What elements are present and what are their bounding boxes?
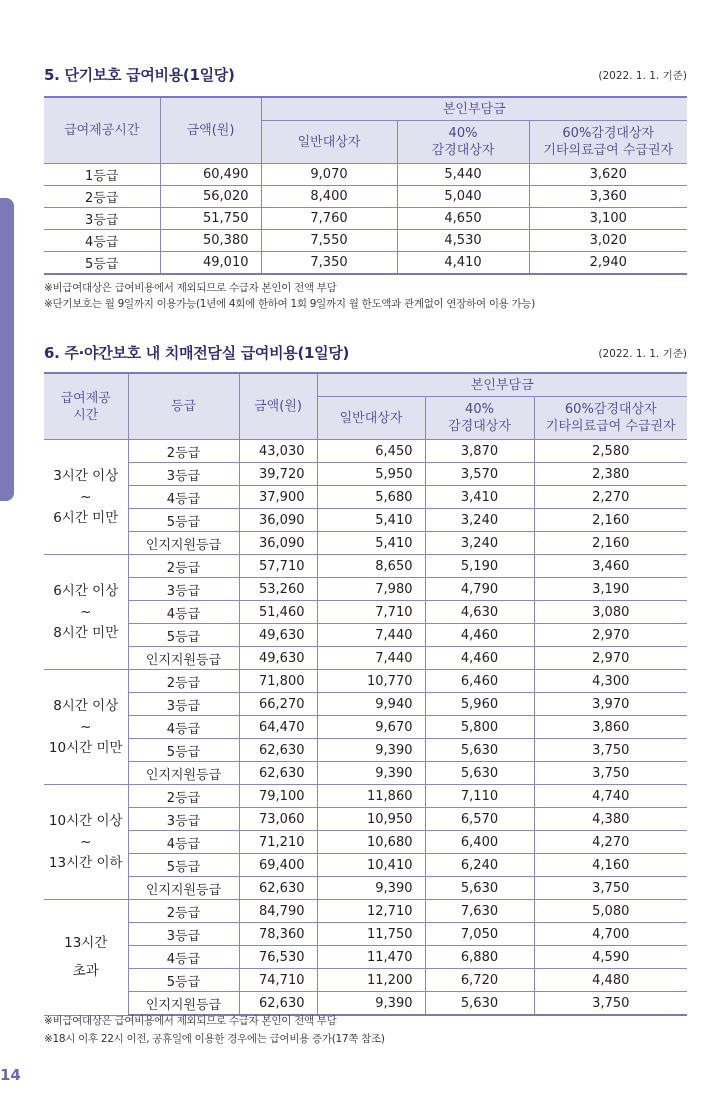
short-term-care-table xyxy=(44,96,687,275)
amount-cell: 62,630 xyxy=(239,762,317,785)
time-range-tilde: ~ xyxy=(80,489,92,505)
general-copay-cell: 10,950 xyxy=(317,808,425,831)
time-range-cell xyxy=(44,670,128,785)
reduced40-copay-cell: 4,410 xyxy=(397,252,529,275)
time-range-cell xyxy=(44,785,128,900)
grade-cell: 2등급 xyxy=(128,555,239,578)
reduced60-copay-cell: 2,270 xyxy=(534,486,687,509)
section5-note-1: ※비급여대상은 급여비용에서 제외되므로 수급자 본인이 전액 부담 xyxy=(44,282,337,294)
reduced60-copay-cell: 2,160 xyxy=(534,509,687,532)
table-row xyxy=(44,486,687,509)
grade-cell: 1등급 xyxy=(44,164,160,186)
table-row xyxy=(44,252,687,275)
general-copay-cell: 9,390 xyxy=(317,877,425,900)
table-row xyxy=(44,762,687,785)
reduced40-copay-cell: 3,410 xyxy=(425,486,534,509)
general-copay-cell: 5,410 xyxy=(317,509,425,532)
amount-cell: 62,630 xyxy=(239,739,317,762)
reduced60-copay-cell: 4,740 xyxy=(534,785,687,808)
table-row xyxy=(44,164,687,186)
table-row xyxy=(44,739,687,762)
reduced60-copay-cell: 2,970 xyxy=(534,624,687,647)
table-row xyxy=(44,877,687,900)
header-reduced40-line1: 40% xyxy=(448,126,478,141)
amount-cell: 74,710 xyxy=(239,969,317,992)
general-copay-cell: 7,350 xyxy=(261,252,397,275)
grade-cell: 4등급 xyxy=(128,601,239,624)
time-range-label-a: 3시간 이상 xyxy=(53,468,119,484)
reduced40-copay-cell: 5,800 xyxy=(425,716,534,739)
amount-cell: 49,630 xyxy=(239,624,317,647)
time-range-label-b: 10시간 미만 xyxy=(48,740,123,756)
header-reduced40-line2: 감경대상자 xyxy=(431,143,495,158)
reduced40-copay-cell: 3,240 xyxy=(425,532,534,555)
general-copay-cell: 5,950 xyxy=(317,463,425,486)
amount-cell: 84,790 xyxy=(239,900,317,923)
table-row xyxy=(44,831,687,854)
grade-cell: 5등급 xyxy=(128,854,239,877)
time-range-tilde: ~ xyxy=(80,834,92,850)
reduced60-copay-cell: 5,080 xyxy=(534,900,687,923)
table-row xyxy=(44,509,687,532)
time-range-cell xyxy=(44,555,128,670)
reduced60-copay-cell: 3,970 xyxy=(534,693,687,716)
general-copay-cell: 9,940 xyxy=(317,693,425,716)
general-copay-cell: 12,710 xyxy=(317,900,425,923)
header-time: 급여제공시간 xyxy=(44,97,160,164)
header-reduced40 xyxy=(397,121,529,164)
time-range-tilde: ~ xyxy=(80,604,92,620)
reduced60-copay-cell: 4,590 xyxy=(534,946,687,969)
grade-cell: 5등급 xyxy=(44,252,160,275)
reduced40-copay-cell: 3,870 xyxy=(425,440,534,463)
grade-cell: 2등급 xyxy=(44,186,160,208)
amount-cell: 51,460 xyxy=(239,601,317,624)
reduced60-copay-cell: 3,190 xyxy=(534,578,687,601)
time-range-label-b: 8시간 미만 xyxy=(53,625,119,641)
general-copay-cell: 7,760 xyxy=(261,208,397,230)
time-range-cell xyxy=(44,440,128,555)
grade-cell: 인지지원등급 xyxy=(128,992,239,1016)
general-copay-cell: 9,390 xyxy=(317,739,425,762)
header-reduced40-line2: 감경대상자 xyxy=(448,419,511,434)
table-row xyxy=(44,992,687,1016)
header-general: 일반대상자 xyxy=(317,397,425,440)
grade-cell: 3등급 xyxy=(128,578,239,601)
dementia-day-night-care-table xyxy=(44,372,687,1016)
table-row xyxy=(44,716,687,739)
general-copay-cell: 7,440 xyxy=(317,624,425,647)
general-copay-cell: 6,450 xyxy=(317,440,425,463)
grade-cell: 인지지원등급 xyxy=(128,877,239,900)
grade-cell: 인지지원등급 xyxy=(128,647,239,670)
section6-note-1: ※비급여대상은 급여비용에서 제외되므로 수급자 본인이 전액 부담 xyxy=(44,1015,337,1027)
reduced60-copay-cell: 3,860 xyxy=(534,716,687,739)
amount-cell: 79,100 xyxy=(239,785,317,808)
header-time xyxy=(44,373,128,440)
reduced60-copay-cell: 4,160 xyxy=(534,854,687,877)
general-copay-cell: 7,550 xyxy=(261,230,397,252)
grade-cell: 3등급 xyxy=(128,923,239,946)
reduced60-copay-cell: 3,750 xyxy=(534,992,687,1016)
time-range-label-a: 13시간 xyxy=(64,935,108,952)
reduced40-copay-cell: 5,630 xyxy=(425,992,534,1016)
reduced40-copay-cell: 6,400 xyxy=(425,831,534,854)
side-tab-marker xyxy=(0,198,14,501)
reduced40-copay-cell: 6,570 xyxy=(425,808,534,831)
amount-cell: 66,270 xyxy=(239,693,317,716)
general-copay-cell: 7,710 xyxy=(317,601,425,624)
grade-cell: 3등급 xyxy=(128,463,239,486)
reduced60-copay-cell: 2,580 xyxy=(534,440,687,463)
general-copay-cell: 10,410 xyxy=(317,854,425,877)
grade-cell: 인지지원등급 xyxy=(128,762,239,785)
header-reduced60 xyxy=(534,397,687,440)
table-row xyxy=(44,186,687,208)
grade-cell: 2등급 xyxy=(128,440,239,463)
reduced40-copay-cell: 5,190 xyxy=(425,555,534,578)
reduced40-copay-cell: 6,720 xyxy=(425,969,534,992)
amount-cell: 43,030 xyxy=(239,440,317,463)
amount-cell: 76,530 xyxy=(239,946,317,969)
section6-note-2: ※18시 이후 22시 이전, 공휴일에 이용한 경우에는 급여비용 증가(17쪽 참조) xyxy=(44,1033,385,1045)
table-row xyxy=(44,208,687,230)
grade-cell: 2등급 xyxy=(128,785,239,808)
reduced40-copay-cell: 7,050 xyxy=(425,923,534,946)
section6-title: 6. 주·야간보호 내 치매전담실 급여비용(1일당) xyxy=(44,344,350,362)
reduced60-copay-cell: 3,020 xyxy=(529,230,687,252)
general-copay-cell: 7,980 xyxy=(317,578,425,601)
section5-note-2: ※단기보호는 월 9일까지 이용가능(1년에 4회에 한하여 1회 9일까지 월 한도액과 관계없이 연장하여 이용 가능) xyxy=(44,298,536,310)
reduced60-copay-cell: 3,080 xyxy=(534,601,687,624)
general-copay-cell: 9,670 xyxy=(317,716,425,739)
amount-cell: 71,210 xyxy=(239,831,317,854)
general-copay-cell: 9,070 xyxy=(261,164,397,186)
page-number: 14 xyxy=(0,1066,21,1084)
grade-cell: 5등급 xyxy=(128,509,239,532)
table-row xyxy=(44,670,687,693)
reduced40-copay-cell: 5,960 xyxy=(425,693,534,716)
time-range-label-b: 초과 xyxy=(72,963,99,980)
amount-cell: 60,490 xyxy=(160,164,261,186)
general-copay-cell: 7,440 xyxy=(317,647,425,670)
table-row xyxy=(44,624,687,647)
reduced40-copay-cell: 4,460 xyxy=(425,647,534,670)
reduced60-copay-cell: 2,160 xyxy=(534,532,687,555)
amount-cell: 36,090 xyxy=(239,532,317,555)
reduced60-copay-cell: 4,380 xyxy=(534,808,687,831)
header-time-line1: 급여제공 xyxy=(60,390,111,406)
reduced40-copay-cell: 6,460 xyxy=(425,670,534,693)
time-range-label-a: 8시간 이상 xyxy=(53,698,119,714)
reduced60-copay-cell: 3,460 xyxy=(534,555,687,578)
reduced40-copay-cell: 7,110 xyxy=(425,785,534,808)
grade-cell: 4등급 xyxy=(128,831,239,854)
grade-cell: 4등급 xyxy=(44,230,160,252)
reduced60-copay-cell: 3,750 xyxy=(534,739,687,762)
reduced40-copay-cell: 6,880 xyxy=(425,946,534,969)
reduced60-copay-cell: 2,970 xyxy=(534,647,687,670)
reduced40-copay-cell: 6,240 xyxy=(425,854,534,877)
table-row xyxy=(44,647,687,670)
header-copay: 본인부담금 xyxy=(317,373,687,397)
header-amount: 금액(원) xyxy=(160,97,261,164)
reduced40-copay-cell: 4,790 xyxy=(425,578,534,601)
time-range-label-a: 6시간 이상 xyxy=(53,583,119,599)
reduced60-copay-cell: 4,700 xyxy=(534,923,687,946)
section6-basis-date: (2022. 1. 1. 기준) xyxy=(598,348,687,360)
header-reduced60-line2: 기타의료급여 수급권자 xyxy=(545,419,676,434)
reduced60-copay-cell: 4,300 xyxy=(534,670,687,693)
reduced60-copay-cell: 3,100 xyxy=(529,208,687,230)
table-row xyxy=(44,440,687,463)
reduced40-copay-cell: 5,630 xyxy=(425,762,534,785)
reduced40-copay-cell: 4,650 xyxy=(397,208,529,230)
general-copay-cell: 9,390 xyxy=(317,992,425,1016)
table-row xyxy=(44,900,687,923)
reduced40-copay-cell: 5,630 xyxy=(425,877,534,900)
amount-cell: 62,630 xyxy=(239,992,317,1016)
header-time-line2: 시간 xyxy=(73,407,99,423)
table-row xyxy=(44,969,687,992)
time-range-label-a: 10시간 이상 xyxy=(48,813,123,829)
header-reduced60-line1: 60%감경대상자 xyxy=(562,126,655,141)
general-copay-cell: 11,200 xyxy=(317,969,425,992)
table-row xyxy=(44,230,687,252)
table-row xyxy=(44,923,687,946)
grade-cell: 5등급 xyxy=(128,624,239,647)
header-reduced60-line2: 기타의료급여 수급권자 xyxy=(543,143,674,158)
amount-cell: 37,900 xyxy=(239,486,317,509)
general-copay-cell: 9,390 xyxy=(317,762,425,785)
table-row xyxy=(44,463,687,486)
reduced40-copay-cell: 4,460 xyxy=(425,624,534,647)
general-copay-cell: 10,770 xyxy=(317,670,425,693)
general-copay-cell: 5,410 xyxy=(317,532,425,555)
amount-cell: 50,380 xyxy=(160,230,261,252)
grade-cell: 3등급 xyxy=(128,808,239,831)
reduced60-copay-cell: 2,380 xyxy=(534,463,687,486)
amount-cell: 62,630 xyxy=(239,877,317,900)
reduced60-copay-cell: 3,750 xyxy=(534,762,687,785)
reduced60-copay-cell: 4,480 xyxy=(534,969,687,992)
table-row xyxy=(44,693,687,716)
header-reduced60 xyxy=(529,121,687,164)
reduced60-copay-cell: 2,940 xyxy=(529,252,687,275)
header-amount: 금액(원) xyxy=(239,373,317,440)
reduced40-copay-cell: 3,570 xyxy=(425,463,534,486)
header-grade: 등급 xyxy=(128,373,239,440)
general-copay-cell: 8,400 xyxy=(261,186,397,208)
general-copay-cell: 11,750 xyxy=(317,923,425,946)
amount-cell: 73,060 xyxy=(239,808,317,831)
amount-cell: 49,630 xyxy=(239,647,317,670)
header-reduced40-line1: 40% xyxy=(465,402,494,417)
reduced60-copay-cell: 4,270 xyxy=(534,831,687,854)
header-reduced60-line1: 60%감경대상자 xyxy=(564,402,657,417)
table-row xyxy=(44,854,687,877)
reduced60-copay-cell: 3,360 xyxy=(529,186,687,208)
table-row xyxy=(44,555,687,578)
section5-basis-date: (2022. 1. 1. 기준) xyxy=(598,70,687,82)
table-row xyxy=(44,601,687,624)
grade-cell: 5등급 xyxy=(128,739,239,762)
reduced40-copay-cell: 4,530 xyxy=(397,230,529,252)
table-row xyxy=(44,946,687,969)
amount-cell: 69,400 xyxy=(239,854,317,877)
grade-cell: 인지지원등급 xyxy=(128,532,239,555)
reduced40-copay-cell: 5,630 xyxy=(425,739,534,762)
grade-cell: 3등급 xyxy=(44,208,160,230)
amount-cell: 71,800 xyxy=(239,670,317,693)
general-copay-cell: 8,650 xyxy=(317,555,425,578)
reduced40-copay-cell: 4,630 xyxy=(425,601,534,624)
grade-cell: 3등급 xyxy=(128,693,239,716)
header-general: 일반대상자 xyxy=(261,121,397,164)
header-reduced40 xyxy=(425,397,534,440)
general-copay-cell: 11,860 xyxy=(317,785,425,808)
table-row xyxy=(44,578,687,601)
reduced60-copay-cell: 3,750 xyxy=(534,877,687,900)
amount-cell: 56,020 xyxy=(160,186,261,208)
reduced40-copay-cell: 5,440 xyxy=(397,164,529,186)
time-range-tilde: ~ xyxy=(80,719,92,735)
amount-cell: 36,090 xyxy=(239,509,317,532)
table-row xyxy=(44,532,687,555)
reduced40-copay-cell: 7,630 xyxy=(425,900,534,923)
amount-cell: 53,260 xyxy=(239,578,317,601)
header-copay: 본인부담금 xyxy=(261,97,687,121)
reduced40-copay-cell: 5,040 xyxy=(397,186,529,208)
reduced40-copay-cell: 3,240 xyxy=(425,509,534,532)
time-range-label-b: 13시간 이하 xyxy=(48,855,123,871)
grade-cell: 2등급 xyxy=(128,900,239,923)
time-range-cell xyxy=(44,900,128,1016)
amount-cell: 57,710 xyxy=(239,555,317,578)
general-copay-cell: 10,680 xyxy=(317,831,425,854)
table-row xyxy=(44,808,687,831)
general-copay-cell: 5,680 xyxy=(317,486,425,509)
grade-cell: 2등급 xyxy=(128,670,239,693)
amount-cell: 49,010 xyxy=(160,252,261,275)
grade-cell: 4등급 xyxy=(128,946,239,969)
table-row xyxy=(44,785,687,808)
general-copay-cell: 11,470 xyxy=(317,946,425,969)
reduced60-copay-cell: 3,620 xyxy=(529,164,687,186)
amount-cell: 64,470 xyxy=(239,716,317,739)
grade-cell: 5등급 xyxy=(128,969,239,992)
grade-cell: 4등급 xyxy=(128,486,239,509)
section5-title: 5. 단기보호 급여비용(1일당) xyxy=(44,66,235,84)
grade-cell: 4등급 xyxy=(128,716,239,739)
amount-cell: 78,360 xyxy=(239,923,317,946)
amount-cell: 39,720 xyxy=(239,463,317,486)
time-range-label-b: 6시간 미만 xyxy=(53,510,119,526)
amount-cell: 51,750 xyxy=(160,208,261,230)
